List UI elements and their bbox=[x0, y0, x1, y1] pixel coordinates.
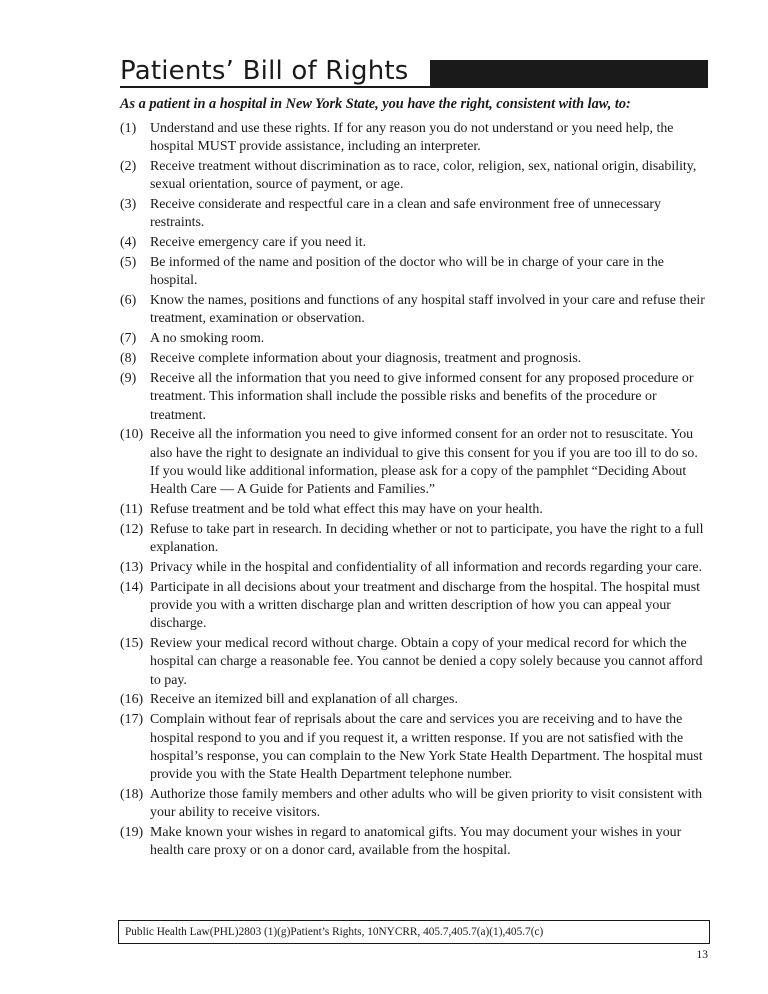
page-number: 13 bbox=[696, 949, 708, 961]
item-text: Review your medical record without charge. Obtain a copy of your medical record for which the hospital can charge a reasonable fee. You cannot be denied a copy solely because you cannot afford to pay. bbox=[150, 636, 703, 688]
item-text: Refuse to take part in research. In deciding whether or not to participate, you have the right to a full explanation. bbox=[150, 521, 704, 556]
item-number: (13) bbox=[120, 559, 144, 575]
item-number: (11) bbox=[120, 501, 143, 517]
item-text: Receive treatment without discrimination as to race, color, religion, sex, national origin, disability, sexual orientation, source of payment, or age. bbox=[150, 159, 697, 193]
item-text: Receive complete information about your diagnosis, treatment and prognosis. bbox=[150, 351, 582, 367]
item-number: (2) bbox=[120, 159, 137, 175]
list-item bbox=[120, 350, 710, 368]
list-item bbox=[120, 292, 710, 328]
item-text: Make known your wishes in regard to anatomical gifts. You may document your wishes in your health care proxy or on a donor card, available from the hospital. bbox=[150, 824, 682, 859]
rights-list bbox=[120, 120, 710, 862]
title-banner bbox=[120, 58, 708, 88]
item-text: Complain without fear of reprisals about the care and services you are receiving and to have the hospital respond to you and if you request it, a written response. If you are not satisfied with the hospital’s response, you can complain to the New York State Health Department. The hospital must provide you with the State Health Department telephone number. bbox=[150, 712, 703, 782]
item-number: (1) bbox=[120, 121, 137, 136]
item-number: (14) bbox=[120, 579, 144, 595]
list-item bbox=[120, 426, 710, 499]
item-number: (4) bbox=[120, 235, 137, 251]
list-item bbox=[120, 824, 710, 860]
list-item bbox=[120, 501, 710, 519]
page-title: Patients’ Bill of Rights bbox=[120, 56, 409, 86]
list-item bbox=[120, 786, 710, 822]
item-number: (3) bbox=[120, 197, 137, 213]
list-item bbox=[120, 579, 710, 634]
item-number: (17) bbox=[120, 712, 144, 728]
item-number: (15) bbox=[120, 636, 144, 652]
footer-citation: Public Health Law(PHL)2803 (1)(g)Patient’s Rights, 10NYCRR, 405.7,405.7(a)(1),405.7(c) bbox=[118, 920, 710, 944]
item-text: Receive all the information that you need to give informed consent for any proposed procedure or treatment. This information shall include the possible risks and benefits of the procedure or treatment. bbox=[150, 371, 694, 423]
list-item bbox=[120, 330, 710, 348]
title-fill-bar bbox=[430, 60, 708, 86]
item-text: Receive all the information you need to give informed consent for an order not to resuscitate. You also have the right to designate an individual to give this consent for you if you are too ill to do so. If you would like additional information, please ask for a copy of the pamphlet “Deciding About Health Care — A Guide for Patients and Families.” bbox=[150, 427, 698, 498]
item-text: Refuse treatment and be told what effect this may have on your health. bbox=[150, 501, 543, 517]
item-text: Receive considerate and respectful care in a clean and safe environment free of unnecessary restraints. bbox=[150, 197, 661, 231]
list-item bbox=[120, 254, 710, 290]
item-text: Know the names, positions and functions of any hospital staff involved in your care and refuse their treatment, examination or observation. bbox=[150, 293, 705, 327]
item-number: (6) bbox=[120, 293, 137, 309]
item-text: Privacy while in the hospital and confidentiality of all information and records regarding your care. bbox=[150, 559, 702, 575]
list-item bbox=[120, 234, 710, 252]
item-number: (7) bbox=[120, 331, 137, 347]
list-item bbox=[120, 711, 710, 784]
item-number: (9) bbox=[120, 371, 137, 387]
item-text: Understand and use these rights. If for any reason you do not understand or you need help, the hospital MUST provide assistance, including an interpreter. bbox=[150, 121, 674, 155]
item-number: (12) bbox=[120, 521, 144, 537]
item-text: A no smoking room. bbox=[150, 331, 265, 347]
item-text: Be informed of the name and position of the doctor who will be in charge of your care in the hospital. bbox=[150, 255, 664, 289]
item-text: Participate in all decisions about your treatment and discharge from the hospital. The hospital must provide you with a written discharge plan and written description of how you can appeal your discharge. bbox=[150, 579, 700, 632]
item-text: Receive emergency care if you need it. bbox=[150, 235, 367, 251]
list-item bbox=[120, 158, 710, 194]
page-subtitle: As a patient in a hospital in New York State, you have the right, consistent with law, to: bbox=[120, 96, 631, 112]
item-number: (8) bbox=[120, 351, 137, 367]
list-item bbox=[120, 120, 710, 156]
list-item bbox=[120, 691, 710, 709]
list-item bbox=[120, 559, 710, 577]
item-text: Authorize those family members and other adults who will be given priority to visit consistent with your ability to receive visitors. bbox=[150, 786, 703, 820]
item-number: (10) bbox=[120, 427, 144, 443]
item-number: (16) bbox=[120, 692, 144, 708]
list-item bbox=[120, 521, 710, 557]
item-text: Receive an itemized bill and explanation of all charges. bbox=[150, 692, 458, 708]
list-item bbox=[120, 370, 710, 425]
list-item bbox=[120, 635, 710, 690]
item-number: (19) bbox=[120, 824, 144, 840]
item-number: (5) bbox=[120, 255, 137, 271]
list-item bbox=[120, 196, 710, 232]
item-number: (18) bbox=[120, 786, 144, 802]
